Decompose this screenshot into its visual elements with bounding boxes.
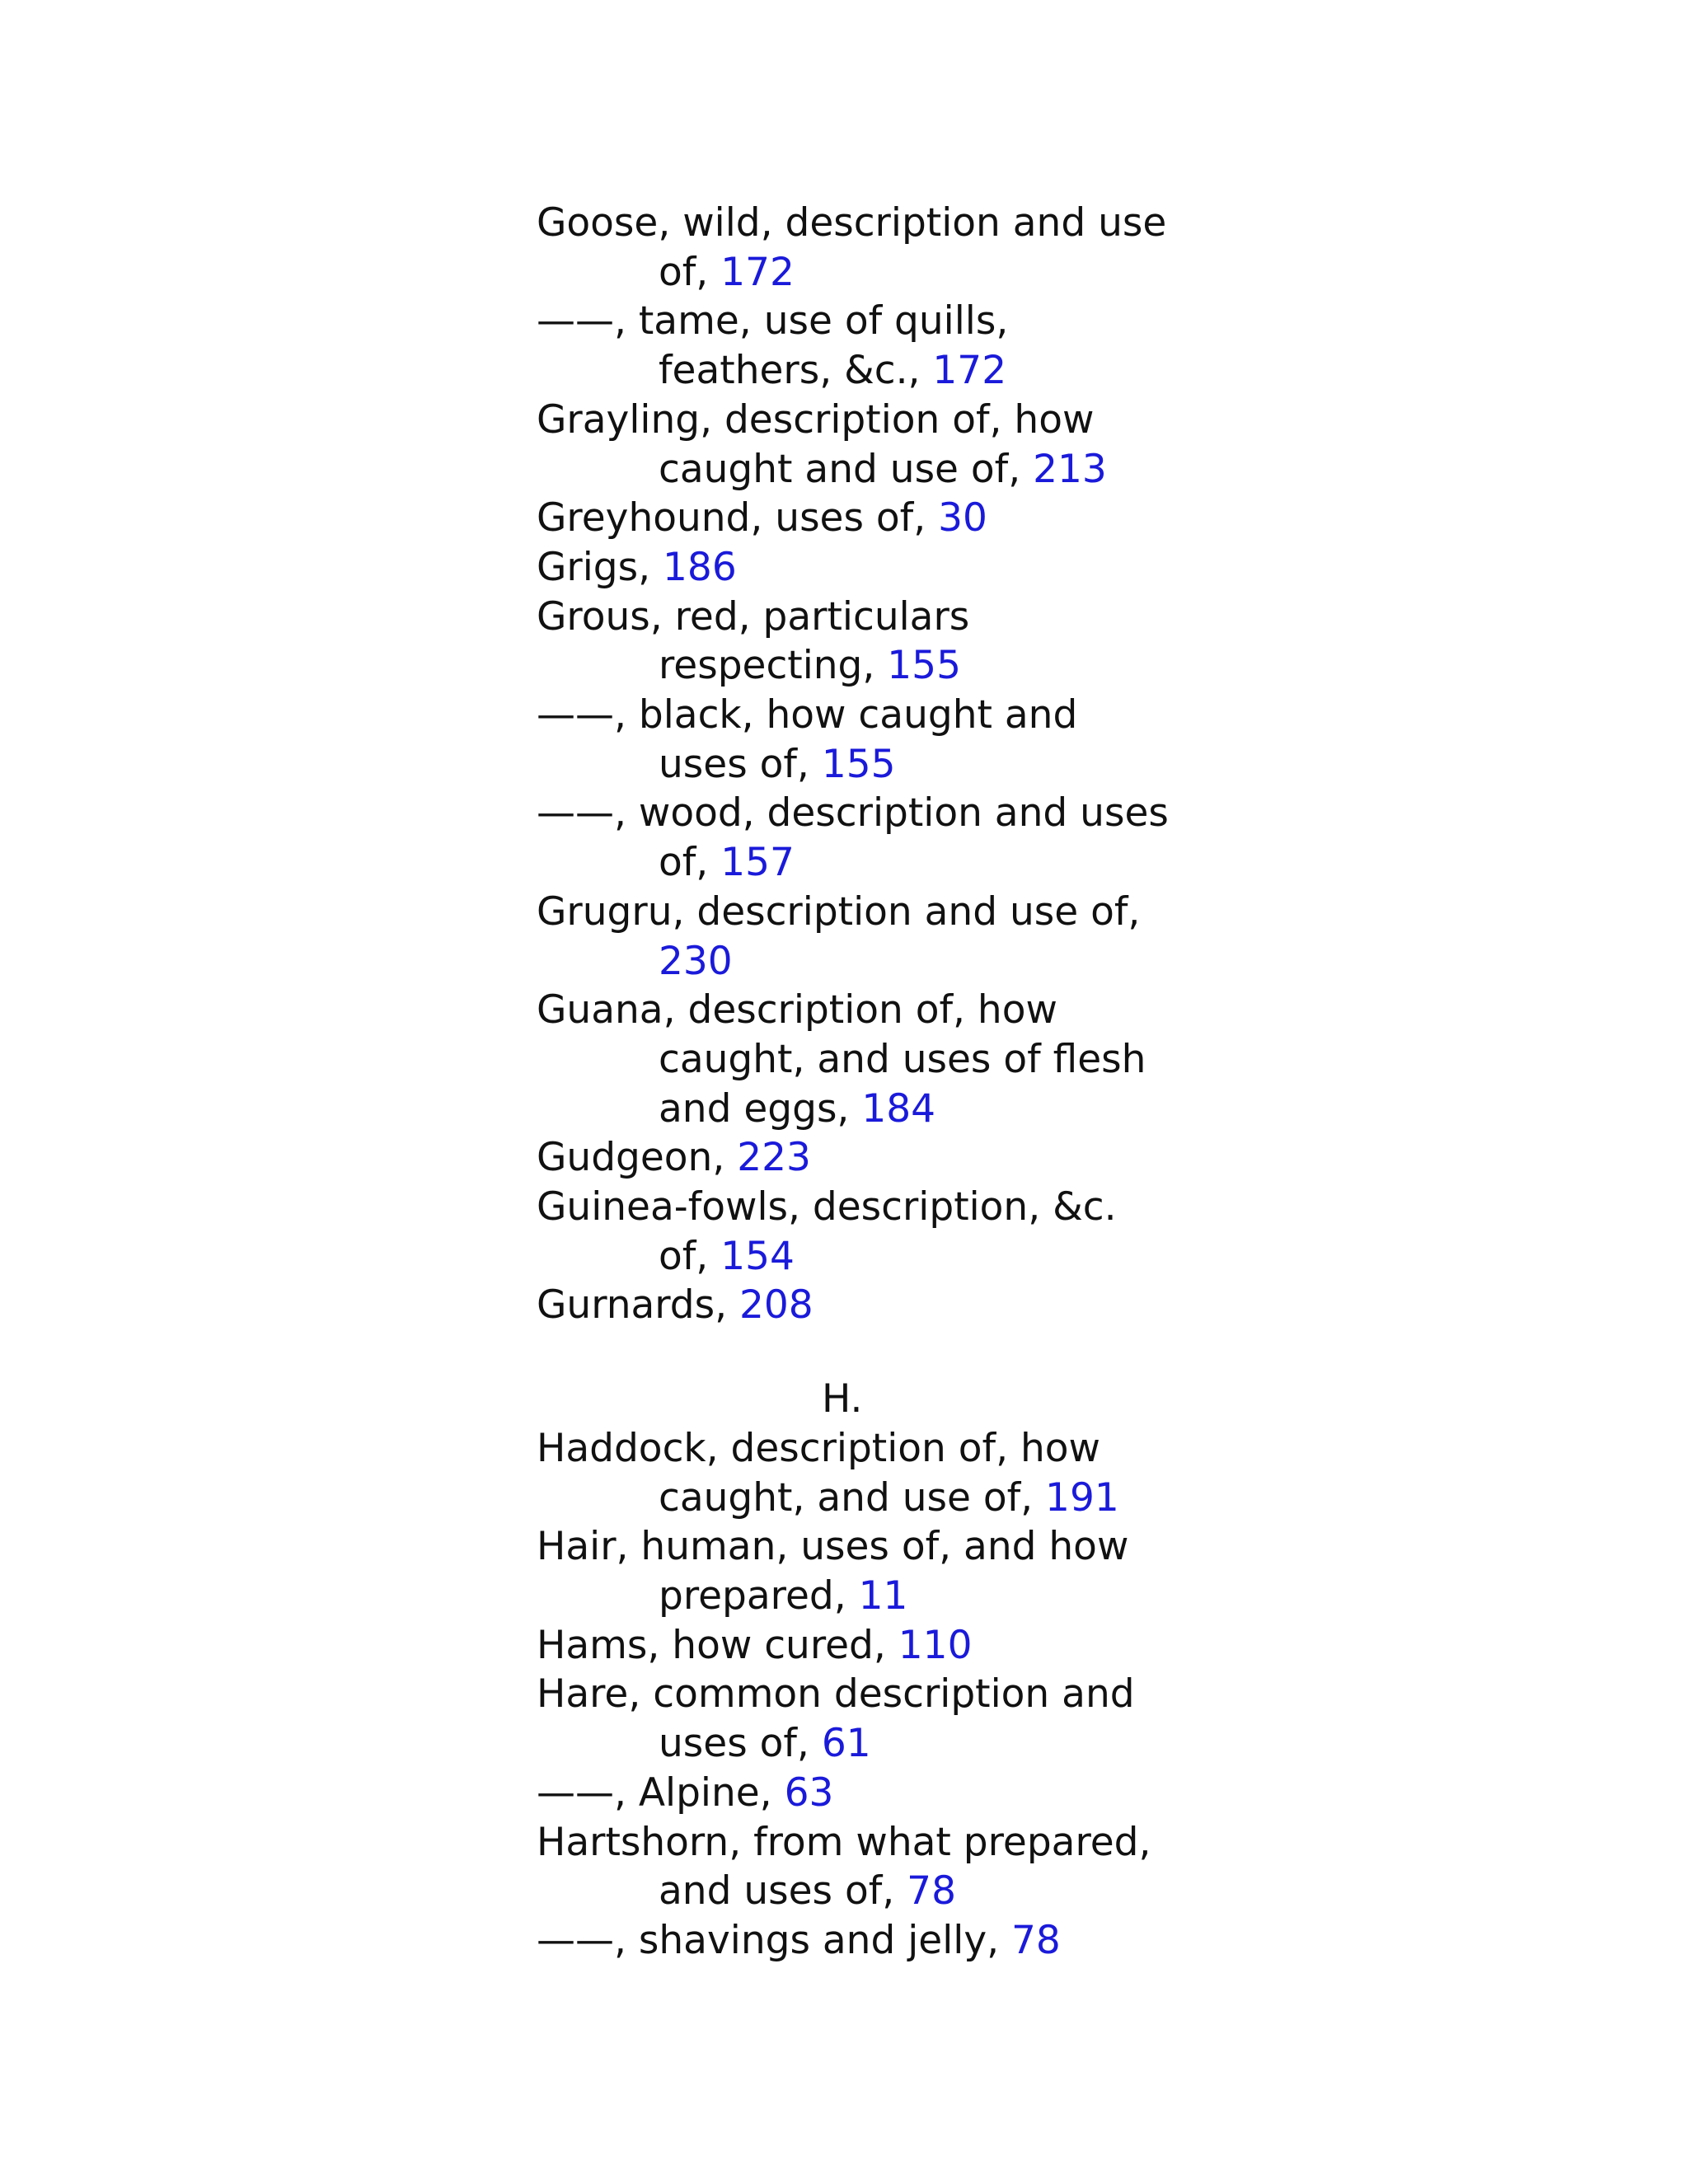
- index-entry: [537, 1183, 1163, 1281]
- index-entry-text: uses of,: [659, 741, 822, 787]
- index-entry: [537, 543, 1163, 593]
- page-link[interactable]: 11: [858, 1572, 908, 1619]
- index-entry-line: [537, 248, 1163, 298]
- index-entry-line: [537, 346, 1163, 396]
- index-entry-line: [537, 1670, 1163, 1719]
- index-entry-line: [537, 838, 1163, 888]
- index-entry-line: [537, 1572, 1163, 1621]
- index-entry-line: [537, 297, 1163, 346]
- index-entry-line: [537, 199, 1167, 248]
- index-entry-line: [537, 543, 1163, 593]
- index-entry: [537, 1133, 1163, 1183]
- index-entry-text: Hare, common description and: [537, 1671, 1135, 1718]
- index-entry-line: [537, 1916, 1163, 1966]
- page-link[interactable]: 61: [821, 1721, 871, 1767]
- page-link[interactable]: 191: [1045, 1474, 1119, 1521]
- index-entry-line: [537, 1035, 1163, 1085]
- index-entry-line: [537, 593, 1163, 642]
- index-entry: [537, 1621, 1163, 1671]
- index-entry-line: [537, 641, 1163, 691]
- section-heading-h: H.: [822, 1376, 863, 1422]
- index-entry: [537, 986, 1163, 1133]
- page-link[interactable]: 172: [932, 348, 1007, 394]
- index-entry: [537, 297, 1163, 395]
- index-entry-line: [537, 1281, 1163, 1330]
- index-entry: [537, 691, 1163, 789]
- index-entry-text: Gudgeon,: [537, 1135, 738, 1181]
- index-entry-text: caught, and use of,: [659, 1474, 1046, 1521]
- index-entry-line: [537, 1085, 1163, 1134]
- page-link[interactable]: 78: [907, 1868, 956, 1915]
- index-entry: [537, 888, 1163, 986]
- index-entry-line: [537, 1232, 1163, 1282]
- index-entry: [537, 199, 1167, 297]
- index-entry-line: [537, 740, 1163, 790]
- index-entry-text: Grayling, description of, how: [537, 396, 1095, 443]
- index-entry-line: [537, 937, 1163, 987]
- index-entry-line: [537, 1424, 1163, 1474]
- index-entry-line: [537, 494, 1163, 543]
- index-entry-text: caught and use of,: [659, 446, 1034, 492]
- index-entry: [537, 1916, 1163, 1966]
- index-entry: [537, 1281, 1163, 1330]
- index-entry-line: [537, 396, 1163, 445]
- index-entry-line: [537, 986, 1163, 1035]
- index-entry-line: [537, 1522, 1163, 1572]
- index-entry: [537, 396, 1163, 494]
- index-entry-text: ——, shavings and jelly,: [537, 1917, 1012, 1963]
- index-entry-line: [537, 1133, 1163, 1183]
- index-entry-text: of,: [659, 1233, 721, 1279]
- index-entry: [537, 1769, 1163, 1818]
- page-link[interactable]: 154: [720, 1233, 795, 1279]
- index-entry-text: Guana, description of, how: [537, 987, 1057, 1033]
- page-link[interactable]: 155: [887, 643, 961, 689]
- page-link[interactable]: 30: [938, 495, 987, 541]
- index-entry-text: Goose, wild, description and use: [537, 200, 1167, 246]
- index-entry: [537, 789, 1169, 887]
- index-entry-text: uses of,: [659, 1721, 822, 1767]
- index-entry-line: [537, 1769, 1163, 1818]
- page-link[interactable]: 172: [720, 249, 795, 295]
- index-entry-text: of,: [659, 840, 721, 886]
- index-entry-text: Greyhound, uses of,: [537, 495, 939, 541]
- index-entry-line: [537, 1818, 1163, 1868]
- index-page: [537, 199, 1169, 1966]
- index-entry-line: [537, 888, 1163, 937]
- index-entry-line: [537, 1719, 1163, 1769]
- page-link[interactable]: 110: [898, 1622, 973, 1668]
- index-entry-text: of,: [659, 249, 721, 295]
- index-entry-text: ——, Alpine,: [537, 1769, 785, 1816]
- index-entry-text: ——, wood, description and uses: [537, 790, 1169, 837]
- page-link[interactable]: 157: [720, 840, 795, 886]
- index-entry: [537, 1522, 1163, 1620]
- index-entry-text: Grous, red, particulars: [537, 593, 970, 640]
- index-entry-text: Grigs,: [537, 544, 663, 590]
- page-link[interactable]: 230: [659, 938, 733, 984]
- index-entry-text: Guinea-fowls, description, &c.: [537, 1184, 1117, 1230]
- index-entry-text: feathers, &c.,: [659, 348, 933, 394]
- index-entry: [537, 1670, 1163, 1768]
- index-entry-text: Hair, human, uses of, and how: [537, 1524, 1129, 1570]
- index-entry-text: Haddock, description of, how: [537, 1425, 1100, 1471]
- index-group-g: [537, 199, 1169, 1330]
- index-entry-text: respecting,: [659, 643, 888, 689]
- page-link[interactable]: 155: [821, 741, 896, 787]
- index-entry-line: [537, 1474, 1163, 1523]
- index-entry-line: [537, 445, 1163, 494]
- index-entry-text: ——, tame, use of quills,: [537, 298, 1009, 344]
- index-entry-line: [537, 789, 1169, 838]
- index-entry: [537, 494, 1163, 543]
- index-entry-text: and eggs,: [659, 1085, 862, 1132]
- index-entry: [537, 1424, 1163, 1522]
- index-group-h: [537, 1424, 1163, 1966]
- page-link[interactable]: 213: [1033, 446, 1107, 492]
- index-entry-text: Hartshorn, from what prepared,: [537, 1819, 1151, 1865]
- index-entry-text: prepared,: [659, 1572, 859, 1619]
- page-link[interactable]: 63: [784, 1769, 834, 1816]
- index-entry-text: Hams, how cured,: [537, 1622, 898, 1668]
- index-entry-text: Grugru, description and use of,: [537, 888, 1141, 935]
- page-link[interactable]: 186: [663, 544, 737, 590]
- index-entry-line: [537, 1183, 1163, 1232]
- index-entry-text: Gurnards,: [537, 1282, 739, 1329]
- page-link[interactable]: 223: [737, 1135, 811, 1181]
- index-entry-line: [537, 1867, 1163, 1916]
- page-link[interactable]: 78: [1011, 1917, 1061, 1963]
- page-link[interactable]: 184: [861, 1085, 936, 1132]
- index-entry-text: caught, and uses of flesh: [659, 1036, 1146, 1082]
- page-link[interactable]: 208: [739, 1282, 814, 1329]
- index-entry-line: [537, 1621, 1163, 1671]
- index-entry-text: ——, black, how caught and: [537, 692, 1078, 738]
- index-entry: [537, 593, 1163, 691]
- index-entry-line: [537, 691, 1163, 740]
- index-entry: [537, 1818, 1163, 1916]
- index-entry-text: and uses of,: [659, 1868, 907, 1915]
